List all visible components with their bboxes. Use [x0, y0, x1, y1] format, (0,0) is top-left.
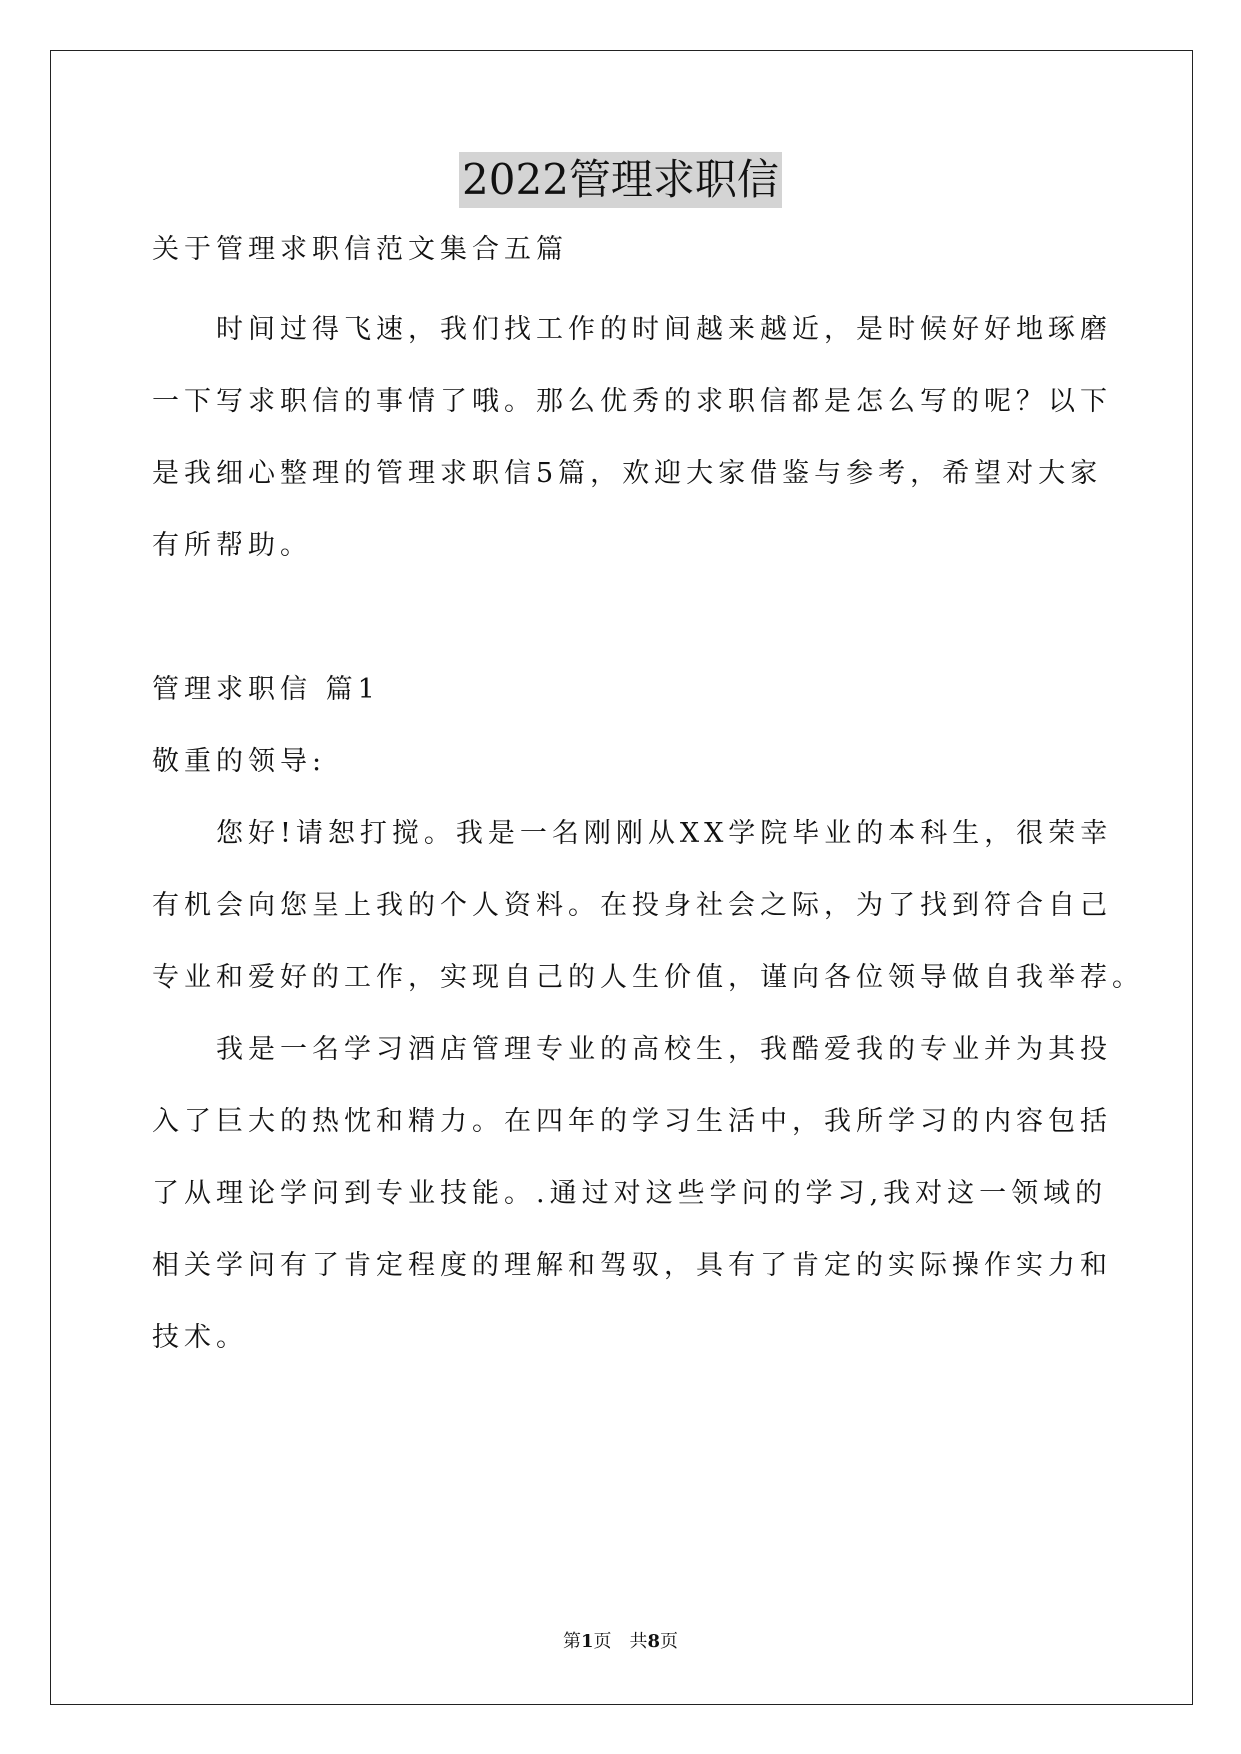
intro-line: 有所帮助。	[152, 530, 312, 561]
subtitle: 关于管理求职信范文集合五篇	[152, 234, 568, 265]
page-footer	[0, 1630, 1241, 1654]
paragraph-line: 专业和爱好的工作，实现自己的人生价值，谨向各位领导做自我举荐。	[152, 962, 1144, 993]
intro-line: 时间过得飞速，我们找工作的时间越来越近，是时候好好地琢磨	[152, 314, 1112, 345]
paragraph-line: 相关学问有了肯定程度的理解和驾驭，具有了肯定的实际操作实力和	[152, 1250, 1112, 1281]
footer-total-pages: 8	[647, 1631, 661, 1652]
paragraph-line: 技术。	[152, 1322, 248, 1353]
paragraph-line: 了从理论学问到专业技能。.通过对这些学问的学习,我对这一领域的	[152, 1178, 1108, 1209]
paragraph-line: 我是一名学习酒店管理专业的高校生，我酷爱我的专业并为其投	[152, 1034, 1112, 1065]
intro-line: 是我细心整理的管理求职信5篇，欢迎大家借鉴与参考，希望对大家	[152, 458, 1103, 489]
footer-page-number: 1	[580, 1631, 594, 1652]
footer-prefix: 第	[562, 1631, 581, 1652]
intro-line: 一下写求职信的事情了哦。那么优秀的求职信都是怎么写的呢？以下	[152, 386, 1112, 417]
footer-total-prefix: 共	[629, 1631, 648, 1652]
footer-total-unit: 页	[660, 1631, 679, 1652]
paragraph-line: 入了巨大的热忱和精力。在四年的学习生活中，我所学习的内容包括	[152, 1106, 1112, 1137]
title-container	[0, 152, 1241, 208]
document-title: 2022管理求职信	[459, 152, 782, 208]
paragraph-line: 有机会向您呈上我的个人资料。在投身社会之际，为了找到符合自己	[152, 890, 1112, 921]
page-border	[50, 50, 1193, 1705]
paragraph-line: 您好!请恕打搅。我是一名刚刚从XX学院毕业的本科生，很荣幸	[152, 818, 1113, 849]
footer-page-unit: 页	[593, 1631, 612, 1652]
salutation: 敬重的领导:	[152, 746, 327, 777]
section-heading: 管理求职信 篇1	[152, 674, 380, 705]
